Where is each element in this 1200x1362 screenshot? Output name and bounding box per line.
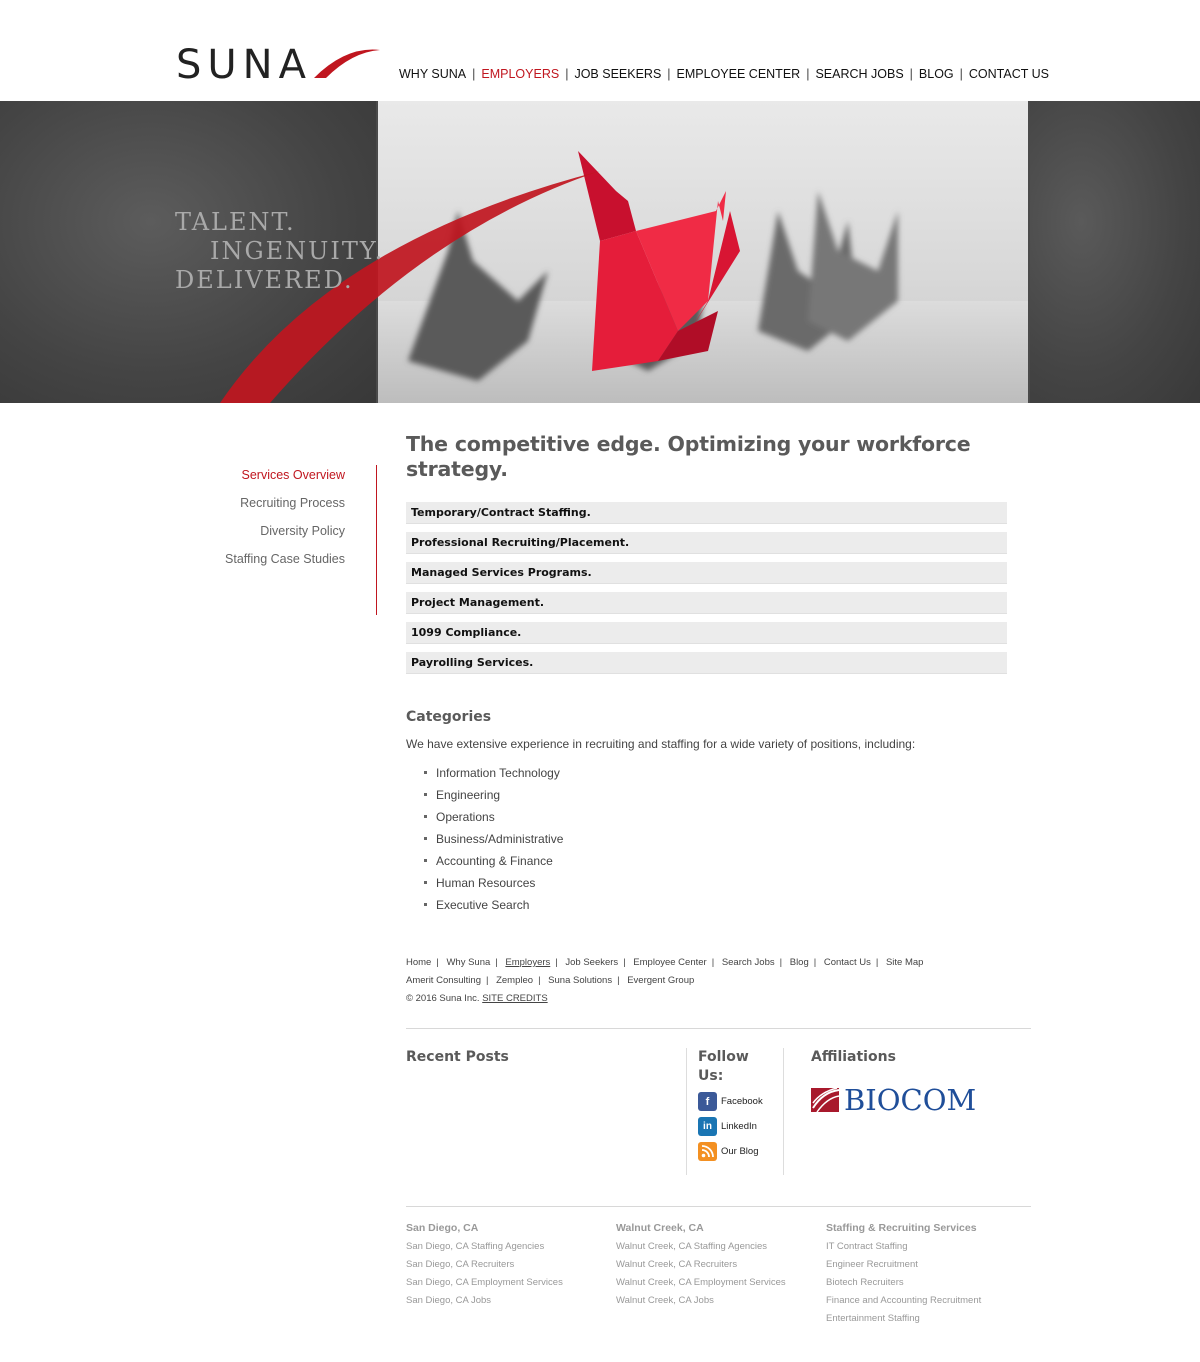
footer-link-blog[interactable]: Blog xyxy=(789,957,809,968)
location-link[interactable]: San Diego, CA Recruiters xyxy=(406,1259,515,1270)
location-link[interactable]: San Diego, CA Staffing Agencies xyxy=(406,1241,545,1252)
nav-separator: | xyxy=(806,67,810,81)
copyright-text: © 2016 Suna Inc. xyxy=(406,993,480,1004)
location-heading: Staffing & Recruiting Services xyxy=(826,1222,977,1234)
rss-icon xyxy=(698,1142,717,1161)
nav-search-jobs[interactable]: SEARCH JOBS xyxy=(815,67,904,81)
sidenav-recruiting-process[interactable]: Recruiting Process xyxy=(240,496,345,510)
footer-links-row-2: Amerit Consulting | Zempleo | Suna Solutions | Evergent Group xyxy=(406,975,695,986)
follow-us-panel xyxy=(686,1048,784,1175)
location-column-services xyxy=(826,1219,981,1328)
biocom-logo[interactable] xyxy=(811,1083,976,1117)
location-link[interactable]: Entertainment Staffing xyxy=(826,1313,920,1324)
page-title: The competitive edge. Optimizing your workforce strategy. xyxy=(406,432,971,481)
main-nav xyxy=(399,67,1049,81)
location-link[interactable]: IT Contract Staffing xyxy=(826,1241,908,1252)
footer-link-evergent[interactable]: Evergent Group xyxy=(627,975,695,986)
footer-link-employee-center[interactable]: Employee Center xyxy=(633,957,707,968)
logo-wordmark: SUNA xyxy=(176,42,312,86)
footer-links-row-1: Home | Why Suna | Employers | Job Seekers | Employee Center | Search Jobs | Blog | Contact Us | Site Map xyxy=(406,957,924,968)
categories-heading: Categories xyxy=(406,709,492,725)
footer-divider-2 xyxy=(406,1206,1031,1207)
social-link-blog[interactable] xyxy=(698,1142,783,1161)
location-heading: San Diego, CA xyxy=(406,1222,479,1234)
nav-employee-center[interactable]: EMPLOYEE CENTER xyxy=(676,67,801,81)
location-link[interactable]: Walnut Creek, CA Staffing Agencies xyxy=(616,1241,768,1252)
location-heading: Walnut Creek, CA xyxy=(616,1222,704,1234)
footer-link-zempleo[interactable]: Zempleo xyxy=(496,975,534,986)
categories-list xyxy=(406,765,1026,919)
footer-link-amerit[interactable]: Amerit Consulting xyxy=(406,975,481,986)
footer-link-suna-solutions[interactable]: Suna Solutions xyxy=(548,975,613,986)
location-link[interactable]: San Diego, CA Jobs xyxy=(406,1295,492,1306)
category-item: Human Resources xyxy=(406,875,1026,897)
hero-tagline xyxy=(175,208,384,295)
main-content xyxy=(406,432,1026,919)
hero-banner xyxy=(0,101,1200,403)
service-item[interactable]: Project Management. xyxy=(406,592,1007,614)
footer-link-why-suna[interactable]: Why Suna xyxy=(446,957,491,968)
biocom-mark-icon xyxy=(811,1086,841,1114)
category-item: Engineering xyxy=(406,787,1026,809)
location-column-walnut-creek xyxy=(616,1219,786,1310)
categories-intro: We have extensive experience in recruiting and staffing for a wide variety of positions, including: xyxy=(406,737,916,751)
nav-job-seekers[interactable]: JOB SEEKERS xyxy=(574,67,662,81)
sidenav-staffing-case-studies[interactable]: Staffing Case Studies xyxy=(225,552,345,566)
social-label: Facebook xyxy=(721,1096,763,1107)
tagline-line-3: DELIVERED. xyxy=(175,266,354,294)
nav-separator: | xyxy=(667,67,671,81)
nav-separator: | xyxy=(909,67,913,81)
category-item: Business/Administrative xyxy=(406,831,1026,853)
footer-link-search-jobs[interactable]: Search Jobs xyxy=(721,957,775,968)
service-item[interactable]: Professional Recruiting/Placement. xyxy=(406,532,1007,554)
nav-why-suna[interactable]: WHY SUNA xyxy=(399,67,467,81)
location-link[interactable]: Engineer Recruitment xyxy=(826,1259,918,1270)
nav-separator: | xyxy=(565,67,569,81)
recent-posts-heading: Recent Posts xyxy=(406,1049,509,1065)
footer-divider xyxy=(406,1028,1031,1029)
services-list xyxy=(406,502,1007,674)
footer-link-site-map[interactable]: Site Map xyxy=(885,957,924,968)
location-link[interactable]: San Diego, CA Employment Services xyxy=(406,1277,563,1288)
footer-link-job-seekers[interactable]: Job Seekers xyxy=(565,957,619,968)
nav-employers[interactable]: EMPLOYERS xyxy=(481,67,560,81)
copyright-line xyxy=(406,990,923,1008)
location-column-san-diego xyxy=(406,1219,563,1310)
location-link[interactable]: Walnut Creek, CA Employment Services xyxy=(616,1277,786,1288)
category-item: Information Technology xyxy=(406,765,1026,787)
site-header xyxy=(0,0,1200,101)
nav-separator: | xyxy=(472,67,476,81)
biocom-wordmark: BIOCOM xyxy=(844,1083,977,1117)
nav-separator: | xyxy=(959,67,963,81)
site-credits-link[interactable]: SITE CREDITS xyxy=(482,993,548,1004)
tagline-line-1: TALENT. xyxy=(175,208,296,236)
location-link[interactable]: Walnut Creek, CA Jobs xyxy=(616,1295,714,1306)
category-item: Operations xyxy=(406,809,1026,831)
sidenav-services-overview[interactable]: Services Overview xyxy=(241,468,345,482)
footer-link-employers[interactable]: Employers xyxy=(505,957,551,968)
linkedin-icon: in xyxy=(698,1117,717,1136)
follow-us-heading: Follow Us: xyxy=(698,1049,749,1084)
social-link-linkedin[interactable] xyxy=(698,1117,783,1136)
service-item[interactable]: Temporary/Contract Staffing. xyxy=(406,502,1007,524)
section-sidenav xyxy=(200,465,377,615)
footer-link-home[interactable]: Home xyxy=(406,957,432,968)
service-item[interactable]: Managed Services Programs. xyxy=(406,562,1007,584)
tagline-line-2: INGENUITY. xyxy=(210,237,385,265)
social-label: LinkedIn xyxy=(721,1121,757,1132)
nav-blog[interactable]: BLOG xyxy=(918,67,954,81)
footer-links xyxy=(406,954,923,1008)
service-item[interactable]: Payrolling Services. xyxy=(406,652,1007,674)
sidenav-diversity-policy[interactable]: Diversity Policy xyxy=(260,524,345,538)
category-item: Accounting & Finance xyxy=(406,853,1026,875)
social-link-facebook[interactable] xyxy=(698,1092,783,1111)
nav-contact-us[interactable]: CONTACT US xyxy=(968,67,1050,81)
category-item: Executive Search xyxy=(406,897,1026,919)
facebook-icon: f xyxy=(698,1092,717,1111)
service-item[interactable]: 1099 Compliance. xyxy=(406,622,1007,644)
footer-link-contact-us[interactable]: Contact Us xyxy=(823,957,871,968)
location-link[interactable]: Walnut Creek, CA Recruiters xyxy=(616,1259,738,1270)
suna-logo[interactable] xyxy=(176,40,382,86)
affiliations-heading: Affiliations xyxy=(811,1049,896,1065)
social-label: Our Blog xyxy=(721,1146,759,1157)
location-link[interactable]: Finance and Accounting Recruitment xyxy=(826,1295,982,1306)
location-link[interactable]: Biotech Recruiters xyxy=(826,1277,904,1288)
